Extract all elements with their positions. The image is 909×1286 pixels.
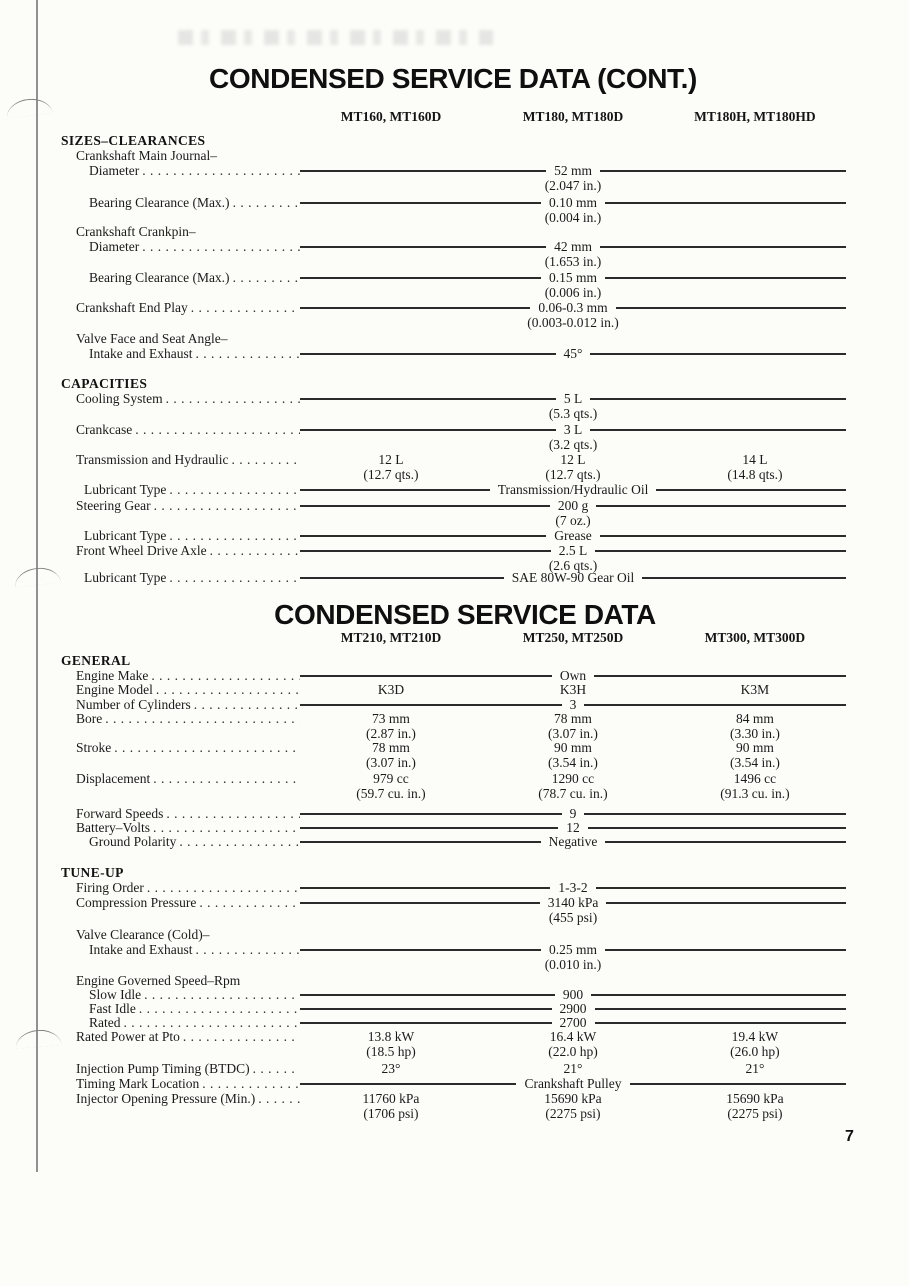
value-column: [664, 711, 846, 741]
spec-row: [60, 668, 846, 683]
rule-right: [594, 675, 846, 677]
label-text: Fast Idle: [89, 1001, 136, 1016]
label-text: Lubricant Type: [84, 482, 167, 497]
value-column: [300, 740, 482, 770]
value-column: [300, 1091, 482, 1121]
value-column: [664, 740, 846, 770]
value-text: (59.7 cu. in.): [356, 786, 426, 801]
row-label-block: [60, 834, 300, 849]
model-column-header: MT210, MT210D: [340, 630, 442, 645]
spec-row: [60, 771, 846, 801]
value-columns: [300, 740, 846, 770]
row-label-block: [60, 973, 300, 988]
value-text: (2.87 in.): [366, 726, 416, 741]
row-label-block: [60, 820, 300, 835]
rule-left: [300, 949, 541, 951]
value-columns: [300, 711, 846, 741]
spec-row: [60, 834, 846, 849]
value-text: (3.54 in.): [548, 755, 598, 770]
row-label-line: [60, 834, 300, 849]
value-text: 78 mm: [372, 740, 410, 755]
spec-row: [60, 1091, 846, 1121]
value-text: (78.7 cu. in.): [538, 786, 608, 801]
dot-leader: [183, 1029, 300, 1044]
value-line: [300, 942, 846, 957]
dot-leader: [144, 987, 300, 1002]
row-label-line: [60, 682, 300, 697]
value-line: [300, 895, 846, 910]
rule-right: [605, 841, 846, 843]
model-column-headers: [300, 630, 846, 646]
row-label-line: [60, 711, 300, 726]
rule-left: [300, 1083, 516, 1085]
value-text: 3140 kPa: [547, 895, 599, 910]
row-value-block: [300, 880, 846, 895]
rule-left: [300, 1022, 552, 1024]
value-text: (18.5 hp): [366, 1044, 416, 1059]
value-column: [482, 1029, 664, 1059]
label-text: Bore: [76, 711, 103, 726]
row-label-block: [60, 668, 300, 683]
spec-row: [60, 927, 846, 972]
rule-left: [300, 813, 562, 815]
row-label-block: [60, 771, 300, 786]
value-text: (2275 psi): [545, 1106, 601, 1121]
value-text: 14 L: [742, 452, 768, 467]
value-text: 23°: [381, 1061, 401, 1076]
rule-left: [300, 704, 562, 706]
value-text: 52 mm: [554, 163, 592, 178]
value-text: 21°: [563, 1061, 583, 1076]
value-line: [300, 697, 846, 712]
spec-row: [60, 973, 846, 988]
label-text: Injector Opening Pressure (Min.): [76, 1091, 256, 1106]
label-text: Diameter: [89, 163, 140, 178]
value-column: [482, 682, 664, 697]
label-text: Crankshaft Crankpin–: [76, 224, 196, 239]
value-text: (3.07 in.): [366, 755, 416, 770]
spec-row: [60, 820, 846, 835]
value-text: Own: [559, 668, 587, 683]
value-text: 900: [562, 987, 584, 1002]
spec-row: [60, 697, 846, 712]
section-heading: GENERAL: [61, 653, 131, 668]
value-column: [482, 711, 664, 741]
value-text: Negative: [548, 834, 598, 849]
row-label-line: [60, 895, 300, 910]
rule-left: [300, 994, 555, 996]
dot-leader: [124, 1015, 301, 1030]
row-label-block: [60, 697, 300, 712]
dot-leader: [151, 668, 300, 683]
label-text: Ground Polarity: [89, 834, 177, 849]
label-text: Firing Order: [76, 880, 144, 895]
dot-leader: [153, 771, 300, 786]
value-text: (12.7 qts.): [545, 467, 601, 482]
spec-row: [60, 880, 846, 895]
value-line: [300, 1076, 846, 1091]
row-value-block: [300, 697, 846, 712]
row-value-block: [300, 895, 846, 925]
value-subtext: (3.2 qts.): [548, 437, 598, 452]
row-label-block: [60, 1061, 300, 1076]
rule-left: [300, 675, 552, 677]
row-label-block: [60, 1015, 300, 1030]
value-column: [300, 682, 482, 697]
value-text: 200 g: [557, 498, 589, 513]
value-text: 0.25 mm: [549, 942, 598, 957]
value-text: 78 mm: [554, 711, 592, 726]
spec-row: [60, 895, 846, 925]
label-text: Valve Face and Seat Angle–: [76, 331, 228, 346]
row-value-block: [300, 1015, 846, 1030]
label-text: Battery–Volts: [76, 820, 150, 835]
label-text: Crankshaft End Play: [76, 300, 188, 315]
label-text: Front Wheel Drive Axle: [76, 543, 207, 558]
value-text: 3: [569, 697, 577, 712]
value-line: [300, 1015, 846, 1030]
spec-row: [60, 1061, 846, 1076]
value-text: 0.15 mm: [549, 270, 598, 285]
spec-row: [60, 682, 846, 697]
value-subtext: (1.653 in.): [544, 254, 602, 269]
value-text: (3.30 in.): [729, 726, 780, 741]
section-heading: CAPACITIES: [61, 376, 148, 391]
model-column-header: MT180H, MT180HD: [694, 109, 816, 124]
row-label-line: [60, 806, 300, 821]
model-column-header: MT160, MT160D: [340, 109, 442, 124]
value-text: 45°: [563, 346, 583, 361]
row-value-block: [300, 771, 846, 801]
value-column: [482, 1061, 664, 1076]
spec-row: [60, 806, 846, 821]
value-text: (26.0 hp): [730, 1044, 780, 1059]
value-text: 1496 cc: [733, 771, 777, 786]
row-value-block: [300, 682, 846, 697]
label-text: Lubricant Type: [84, 528, 167, 543]
row-label-line: [60, 1061, 300, 1076]
row-label-line: [60, 1001, 300, 1016]
value-text: 19.4 kW: [731, 1029, 779, 1044]
value-text: 16.4 kW: [549, 1029, 597, 1044]
row-label-line: [60, 668, 300, 683]
rule-left: [300, 887, 550, 889]
value-subtext: (0.003-0.012 in.): [527, 315, 619, 330]
value-columns: [300, 1061, 846, 1076]
row-value-block: [300, 668, 846, 683]
row-label-block: [60, 880, 300, 895]
label-text: Engine Governed Speed–Rpm: [76, 973, 241, 988]
label-text: Diameter: [89, 239, 140, 254]
value-text: 84 mm: [735, 711, 774, 726]
label-text: Injection Pump Timing (BTDC): [76, 1061, 250, 1076]
rule-right: [596, 887, 846, 889]
value-line: [300, 820, 846, 835]
value-text: (3.54 in.): [729, 755, 780, 770]
row-label-line: [60, 973, 300, 988]
dot-leader: [147, 880, 300, 895]
value-text: (3.07 in.): [548, 726, 598, 741]
label-text: Compression Pressure: [76, 895, 197, 910]
rule-right: [584, 813, 846, 815]
value-text: K3D: [377, 682, 405, 697]
label-text: Crankshaft Main Journal–: [76, 148, 217, 163]
row-value-block: [300, 806, 846, 821]
label-text: Number of Cylinders: [76, 697, 191, 712]
value-text: 2.5 L: [558, 543, 588, 558]
value-text: (14.8 qts.): [727, 467, 783, 482]
value-column: [300, 1029, 482, 1059]
value-column: [482, 740, 664, 770]
value-subtext: (7 oz.): [555, 513, 591, 528]
label-text: Bearing Clearance (Max.): [89, 270, 230, 285]
value-text: 2700: [559, 1015, 587, 1030]
dot-leader: [179, 834, 300, 849]
value-text: Crankshaft Pulley: [524, 1076, 622, 1091]
page-number: 7: [845, 1128, 854, 1145]
spec-row: [60, 987, 846, 1002]
row-label-line: [60, 740, 300, 755]
row-value-block: [300, 1001, 846, 1016]
value-columns: [300, 682, 846, 697]
model-column-header: MT300, MT300D: [704, 630, 806, 645]
value-column: [482, 771, 664, 801]
value-subtext: (455 psi): [548, 910, 598, 925]
dot-leader: [114, 740, 300, 755]
row-value-block: [300, 1091, 846, 1121]
row-label-line: [60, 697, 300, 712]
row-label-line: [60, 942, 300, 957]
label-text: Lubricant Type: [84, 570, 167, 585]
value-column: [300, 771, 482, 801]
value-text: (91.3 cu. in.): [720, 786, 790, 801]
rule-left: [300, 841, 541, 843]
value-text: 13.8 kW: [367, 1029, 415, 1044]
row-label-block: [60, 740, 300, 755]
label-text: Crankcase: [76, 422, 133, 437]
row-label-line: [60, 1076, 300, 1091]
value-columns: [300, 771, 846, 801]
value-text: (12.7 qts.): [363, 467, 419, 482]
row-label-line: [60, 1091, 300, 1106]
value-column: [664, 1061, 846, 1076]
value-text: 1290 cc: [551, 771, 595, 786]
label-text: Engine Model: [76, 682, 153, 697]
row-value-block: [300, 1029, 846, 1059]
value-line: [300, 1001, 846, 1016]
value-text: K3H: [559, 682, 587, 697]
rule-right: [588, 827, 846, 829]
rule-left: [300, 902, 540, 904]
spec-row: [60, 1015, 846, 1030]
rule-left: [300, 1008, 552, 1010]
dot-leader: [194, 697, 300, 712]
value-text: 90 mm: [735, 740, 774, 755]
rule-left: [300, 827, 558, 829]
dot-leader: [153, 820, 300, 835]
value-subtext: (5.3 qts.): [548, 406, 598, 421]
value-text: 12: [566, 820, 580, 835]
rule-right: [605, 949, 846, 951]
label-text: Rated Power at Pto: [76, 1029, 180, 1044]
row-value-block: [300, 987, 846, 1002]
value-text: 0.06-0.3 mm: [538, 300, 608, 315]
table-title: CONDENSED SERVICE DATA: [274, 599, 656, 630]
label-text: Transmission and Hydraulic: [76, 452, 229, 467]
value-columns: [300, 1091, 846, 1121]
value-column: [664, 1091, 846, 1121]
value-text: (1706 psi): [363, 1106, 419, 1121]
model-column-header: MT180, MT180D: [522, 109, 624, 124]
value-line: [300, 880, 846, 895]
row-value-block: [300, 740, 846, 770]
table-title: CONDENSED SERVICE DATA (CONT.): [209, 63, 697, 94]
value-text: 5 L: [563, 391, 583, 406]
row-label-block: [60, 711, 300, 726]
row-label-block: [60, 806, 300, 821]
spec-row: [60, 1076, 846, 1091]
label-text: Intake and Exhaust: [89, 942, 193, 957]
value-text: 1-3-2: [558, 880, 588, 895]
value-text: (2275 psi): [727, 1106, 783, 1121]
value-text: K3M: [740, 682, 770, 697]
row-value-block: [300, 820, 846, 835]
value-text: 90 mm: [554, 740, 592, 755]
dot-leader: [105, 711, 300, 726]
label-text: Bearing Clearance (Max.): [89, 195, 230, 210]
label-text: Displacement: [76, 771, 151, 786]
value-subtext: (0.004 in.): [544, 210, 602, 225]
rule-right: [595, 1022, 847, 1024]
row-label-block: [60, 1091, 300, 1106]
value-column: [664, 1029, 846, 1059]
row-value-block: [300, 834, 846, 849]
value-text: 12 L: [560, 452, 586, 467]
value-line: [300, 987, 846, 1002]
value-line: [300, 834, 846, 849]
spec-row: [60, 711, 846, 741]
row-label-block: [60, 1001, 300, 1016]
row-label-block: [60, 682, 300, 697]
row-label-line: [60, 1029, 300, 1044]
value-text: 3 L: [563, 422, 583, 437]
dot-leader: [202, 1076, 300, 1091]
value-text: Grease: [554, 528, 592, 543]
label-text: Rated: [89, 1015, 121, 1030]
row-label-line: [60, 987, 300, 1002]
value-text: (22.0 hp): [548, 1044, 598, 1059]
value-text: SAE 80W-90 Gear Oil: [511, 570, 635, 585]
row-label-line: [60, 880, 300, 895]
value-line: [300, 806, 846, 821]
row-value-block: [300, 711, 846, 741]
rule-right: [584, 704, 846, 706]
rule-right: [595, 1008, 847, 1010]
value-subtext: (0.006 in.): [544, 285, 602, 300]
value-column: [300, 1061, 482, 1076]
row-label-block: [60, 1029, 300, 1044]
rule-right: [591, 994, 846, 996]
label-text: Engine Make: [76, 668, 149, 683]
row-label-block: [60, 927, 300, 957]
dot-leader: [195, 942, 300, 957]
dot-leader: [199, 895, 300, 910]
dot-leader: [139, 1001, 300, 1016]
label-text: Timing Mark Location: [76, 1076, 200, 1091]
label-text: Slow Idle: [89, 987, 142, 1002]
spec-row: [60, 740, 846, 770]
dot-leader: [253, 1061, 300, 1076]
dot-leader: [156, 682, 300, 697]
row-label-block: [60, 1076, 300, 1091]
value-column: [482, 1091, 664, 1121]
value-subtext: (2.047 in.): [544, 178, 602, 193]
row-label-block: [60, 987, 300, 1002]
row-value-block: [300, 1076, 846, 1091]
label-text: Intake and Exhaust: [89, 346, 193, 361]
value-text: 0.10 mm: [549, 195, 598, 210]
value-subtext: (0.010 in.): [544, 957, 602, 972]
model-column-header: MT250, MT250D: [522, 630, 624, 645]
value-text: 12 L: [378, 452, 404, 467]
value-text: 15690 kPa: [726, 1091, 784, 1106]
dot-leader: [258, 1091, 300, 1106]
label-text: Forward Speeds: [76, 806, 164, 821]
value-column: [664, 771, 846, 801]
section-heading: TUNE-UP: [61, 865, 124, 880]
spec-row: [60, 1001, 846, 1016]
value-text: 11760 kPa: [362, 1091, 420, 1106]
value-text: 73 mm: [372, 711, 410, 726]
value-text: 9: [569, 806, 577, 821]
row-label-line: [60, 1015, 300, 1030]
rule-right: [606, 902, 846, 904]
label-text: Stroke: [76, 740, 112, 755]
row-label-line: [60, 820, 300, 835]
value-columns: [300, 1029, 846, 1059]
rule-right: [630, 1083, 846, 1085]
row-label-preline: [60, 927, 300, 942]
row-value-block: [300, 942, 846, 972]
value-text: 42 mm: [554, 239, 592, 254]
label-text: Steering Gear: [76, 498, 151, 513]
value-text: Transmission/Hydraulic Oil: [497, 482, 649, 497]
value-text: 979 cc: [373, 771, 409, 786]
label-text: Valve Clearance (Cold)–: [76, 927, 210, 942]
value-line: [300, 668, 846, 683]
row-label-block: [60, 895, 300, 910]
section-heading: SIZES–CLEARANCES: [61, 133, 206, 148]
value-text: 21°: [745, 1061, 765, 1076]
value-text: 2900: [559, 1001, 587, 1016]
spec-row: [60, 1029, 846, 1059]
label-text: Cooling System: [76, 391, 163, 406]
row-label-line: [60, 771, 300, 786]
dot-leader: [166, 806, 300, 821]
row-value-block: [300, 1061, 846, 1076]
value-column: [300, 711, 482, 741]
value-subtext: (2.6 qts.): [548, 558, 598, 573]
value-text: 15690 kPa: [544, 1091, 602, 1106]
value-column: [664, 682, 846, 697]
